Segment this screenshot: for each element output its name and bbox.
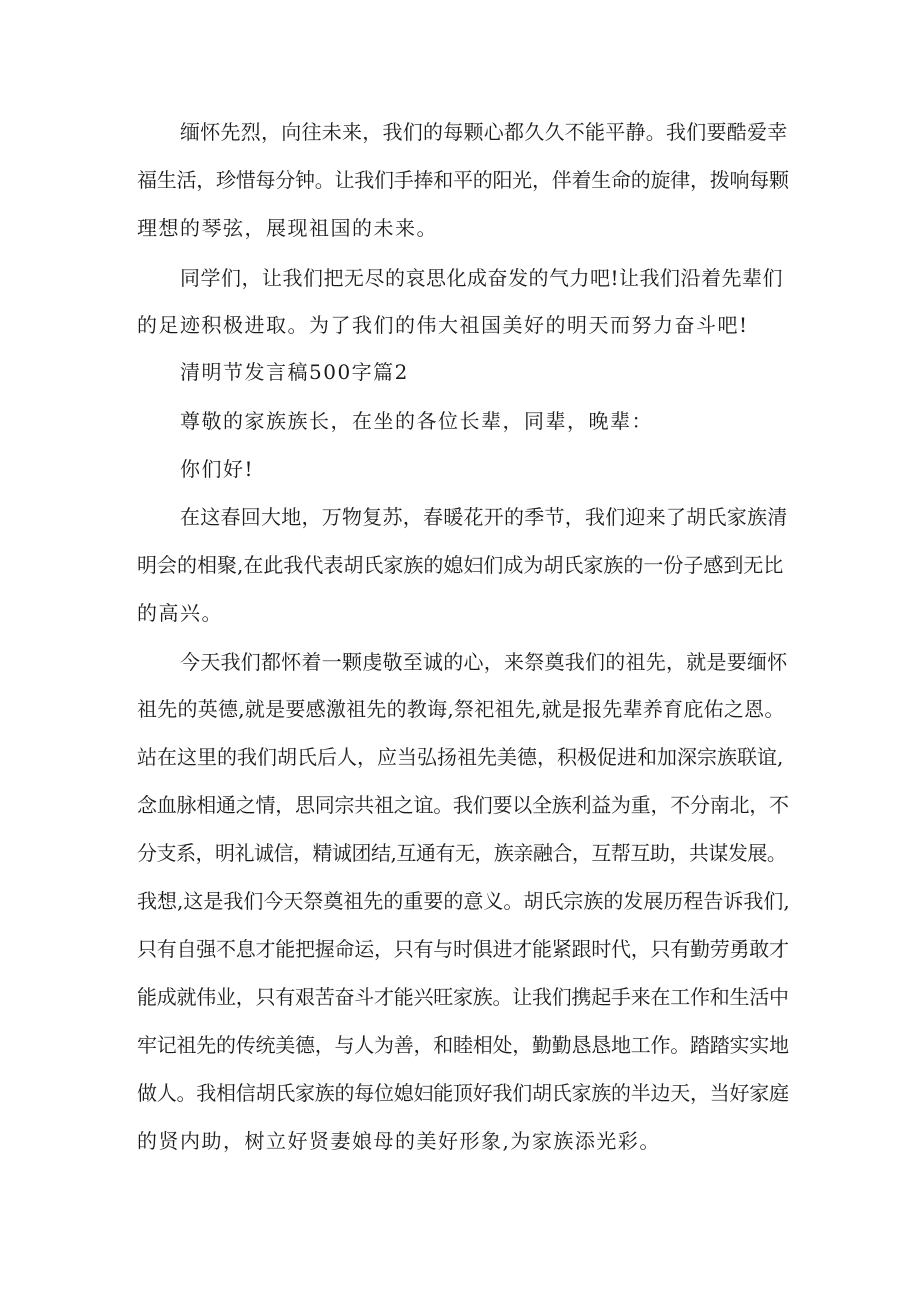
paragraph-line: 只有自强不息才能把握命运，只有与时俱进才能紧跟时代，只有勤劳勇敢才 [137,937,789,961]
paragraph-line: 分支系，明礼诚信，精诚团结,互通有无，族亲融合，互帮互助，共谋发展。 [137,841,787,865]
paragraph-line: 能成就伟业，只有艰苦奋斗才能兴旺家族。让我们携起手来在工作和生活中 [137,985,789,1009]
paragraph-line: 做人。我相信胡氏家族的每位媳妇能顶好我们胡氏家族的半边天，当好家庭 [137,1081,789,1105]
paragraph-line: 在这春回大地，万物复苏，春暖花开的季节，我们迎来了胡氏家族清 [180,505,788,529]
paragraph-line: 祖先的英德,就是要感激祖先的教诲,祭祀祖先,就是报先辈养育庇佑之恩。 [137,697,785,721]
paragraph-line: 缅怀先烈，向往未来，我们的每颗心都久久不能平静。我们要酷爱幸 [180,120,788,144]
paragraph-line: 牢记祖先的传统美德，与人为善，和睦相处，勤勤恳恳地工作。踏踏实实地 [137,1033,789,1057]
section-heading: 清明节发言稿500字篇2 [180,360,409,384]
paragraph-line: 的足迹积极进取。为了我们的伟大祖国美好的明天而努力奋斗吧! [137,313,749,337]
paragraph-line: 明会的相聚,在此我代表胡氏家族的媳妇们成为胡氏家族的一份子感到无比 [137,553,784,577]
paragraph-line: 同学们，让我们把无尽的哀思化成奋发的气力吧!让我们沿着先辈们 [180,266,784,290]
paragraph-line: 的高兴。 [137,601,223,625]
paragraph-line: 念血脉相通之情，思同宗共祖之谊。我们要以全族利益为重，不分南北，不 [137,793,789,817]
paragraph-line: 我想,这是我们今天祭奠祖先的重要的意义。胡氏宗族的发展历程告诉我们, [137,889,790,913]
paragraph-line: 的贤内助，树立好贤妻娘母的美好形象,为家族添光彩。 [137,1129,661,1153]
paragraph-line: 站在这里的我们胡氏后人，应当弘扬祖先美德，积极促进和加深宗族联谊, [137,745,784,769]
greeting: 你们好! [180,457,255,481]
salutation: 尊敬的家族族长，在坐的各位长辈，同辈，晚辈： [180,409,653,433]
paragraph-line: 理想的琴弦，展现祖国的未来。 [137,216,438,240]
paragraph-line: 今天我们都怀着一颗虔敬至诚的心，来祭奠我们的祖先，就是要缅怀 [180,650,788,674]
paragraph-line: 福生活，珍惜每分钟。让我们手捧和平的阳光，伴着生命的旋律，拨响每颗 [137,168,789,192]
